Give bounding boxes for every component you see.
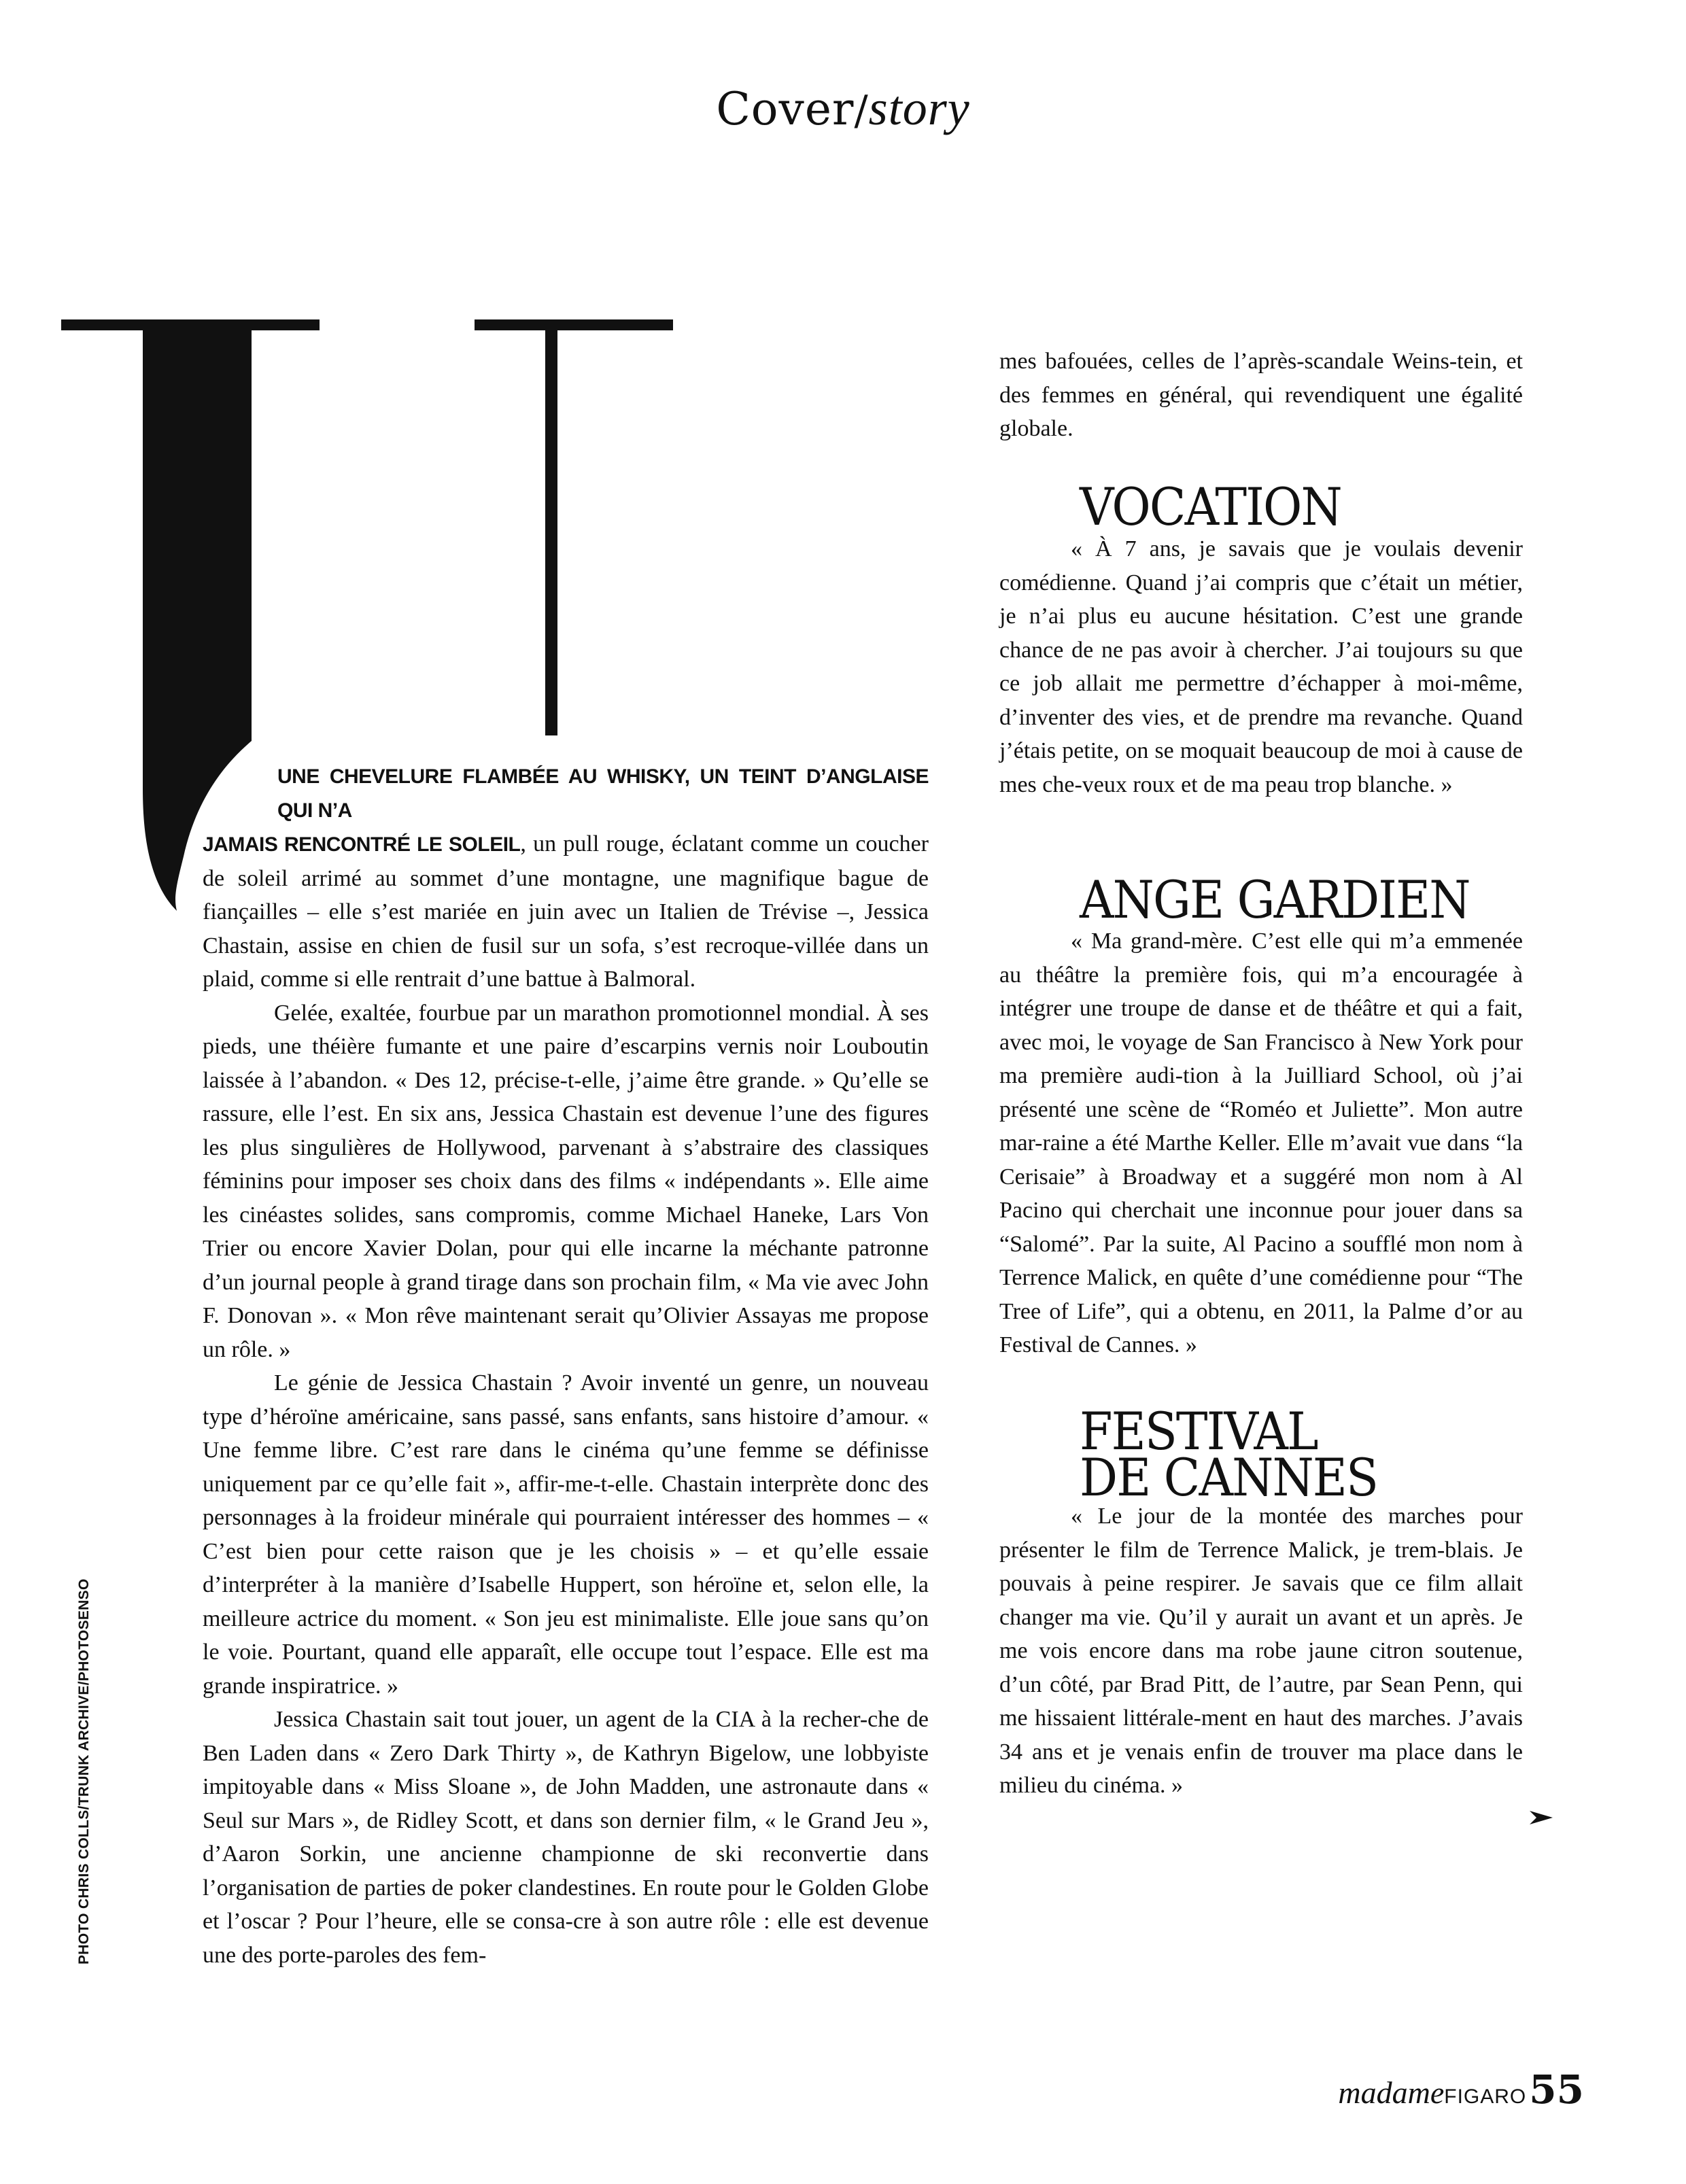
magazine-name: madame: [1338, 2075, 1445, 2110]
section-title-line-1: FESTIVAL: [1080, 1401, 1318, 1461]
section-festival-de-cannes: [999, 1500, 1523, 1803]
article-paragraph-1: [203, 760, 929, 996]
article-paragraph-4: Jessica Chastain sait tout jouer, un agent de la CIA à la recher-che de Ben Laden dans « Zero Dark Thirty », de Kathryn Bigelow, une lobbyiste impitoyable dans « Miss Sloane », de John Madden, une astronaute dans « Seul sur Mars », de Ridley Scott, et dans son dernier film, « le Grand Jeu », d’Aaron Sorkin, une ancienne championne de ski reconvertie dans l’organisation de parties de poker clandestines. En route pour le Golden Globe et l’oscar ? Pour l’heure, elle se consa-cre à son autre rôle : elle est devenue une des porte-paroles des fem-: [203, 1707, 929, 1968]
magazine-brand: FIGARO: [1444, 2085, 1527, 2108]
section-ange-gardien: [999, 924, 1523, 1362]
section-ange-gardien-text: « Ma grand-mère. C’est elle qui m’a emmenée au théâtre la première fois, qui m’a encouragée à intégrer une troupe de danse et de théâtre et qui a fait, avec moi, le voyage de San Francisco à New York pour ma première audi-tion à la Juilliard School, où j’ai présenté une scène de “Roméo et Juliette”. Mon autre mar-raine a été Marthe Keller. Elle m’avait vue dans “la Cerisaie” à Broadway et a suggéré mon nom à Al Pacino qui cherchait une inconnue pour jouer dans sa “Salomé”. Par la suite, Al Pacino a soufflé mon nom à Terrence Malick, en quête d’une comédienne pour “The Tree of Life”, qui a obtenu, en 2011, la Palme d’or au Festival de Cannes. »: [999, 929, 1523, 1357]
lede-body: , un pull rouge, éclatant comme un coucher de soleil arrimé au sommet d’une montagne, une magnifique bague de fiançailles – elle s’est mariée en juin avec un Italien de Trévise –, Jessica Chastain, assise en chien de fusil sur un sofa, s’est recroque-villée dans un plaid, comme si elle rentrait d’une battue à Balmoral.: [203, 831, 929, 992]
article-paragraph-4-continued: mes bafouées, celles de l’après-scandale Weins-tein, et des femmes en général, qui revendiquent une égalité globale.: [999, 349, 1523, 441]
rubric-header: [0, 80, 1686, 137]
page-footer: [1338, 2066, 1584, 2113]
article-column-left: [203, 760, 929, 1972]
section-title-ange-gardien: ANGE GARDIEN: [1080, 869, 1470, 930]
rubric-cover: Cover: [716, 83, 855, 135]
section-title-vocation: VOCATION: [1080, 476, 1341, 537]
arrow-right-icon: [1530, 1808, 1553, 1827]
lede-caps-line-2: JAMAIS RENCONTRÉ LE SOLEIL: [203, 833, 521, 856]
section-title-festival-de-cannes: [1080, 1401, 1378, 1508]
section-vocation-text: « À 7 ans, je savais que je voulais devenir comédienne. Quand j’ai compris que c’était un métier, je n’ai plus eu aucune hésitation. C’est une grande chance de ne pas avoir à chercher. J’ai toujours su que ce job allait me permettre d’échapper à moi-même, d’inventer des vies, et de prendre ma revanche. Quand j’étais petite, on se moquait beaucoup de moi à cause de mes che-veux roux et de ma peau trop blanche. »: [999, 536, 1523, 797]
article-paragraph-3: Le génie de Jessica Chastain ? Avoir inventé un genre, un nouveau type d’héroïne américaine, sans passé, sans enfants, sans histoire d’amour. « Une femme libre. C’est rare dans le cinéma qu’une femme se définisse uniquement par ce qu’elle fait », affir-me-t-elle. Chastain interprète donc des personnages à la froideur minérale qui pourraient intéresser des hommes – « C’est bien pour cette raison que je les choisis » – et qu’elle essaie d’interpréter à la manière d’Isabelle Huppert, son héroïne et, selon elle, la meilleure actrice du moment. « Son jeu est minimaliste. Elle joue sans qu’on le voie. Pourtant, quand elle apparaît, elle occupe tout l’espace. Elle est ma grande inspiratrice. »: [203, 1370, 929, 1699]
rubric-slash: /: [854, 87, 869, 135]
rubric-story: story: [868, 81, 970, 135]
section-title-line-2: DE CANNES: [1080, 1447, 1378, 1508]
article-column-right: [999, 345, 1523, 446]
photo-credit: PHOTO CHRIS COLLS/TRUNK ARCHIVE/PHOTOSENSO: [76, 1578, 92, 1964]
article-paragraph-2: Gelée, exaltée, fourbue par un marathon promotionnel mondial. À ses pieds, une théière fumante et une paire d’escarpins vernis noir Louboutin laissée à l’abandon. « Des 12, précise-t-elle, j’aime être grande. » Qu’elle se rassure, elle l’est. En six ans, Jessica Chastain est devenue l’une des figures les plus singulières de Hollywood, parvenant à s’abstraire des classiques féminins pour imposer ses choix dans des films « indépendants ». Elle aime les cinéastes solides, sans compromis, comme Michael Haneke, Lars Von Trier ou encore Xavier Dolan, pour qui elle incarne la méchante patronne d’un journal people à grand tirage dans son prochain film, « Ma vie avec John F. Donovan ». « Mon rêve maintenant serait qu’Olivier Assayas me propose un rôle. »: [203, 1000, 929, 1362]
page-number: 55: [1529, 2066, 1584, 2113]
section-festival-text: « Le jour de la montée des marches pour présenter le film de Terrence Malick, je trem-blais. Je pouvais à peine respirer. Je savais que ce film allait changer ma vie. Qu’il y aurait un avant et un après. Je me vois encore dans ma robe jaune citron soutenue, d’un côté, par Brad Pitt, de l’autre, par Sean Penn, qui me hissaient littérale-ment en haut des marches. J’avais 34 ans et je venais enfin de trouver ma place dans le milieu du cinéma. »: [999, 1504, 1523, 1798]
lede-caps-line-1: UNE CHEVELURE FLAMBÉE AU WHISKY, UN TEINT D’ANGLAISE QUI N’A: [277, 765, 929, 822]
section-vocation: [999, 532, 1523, 801]
